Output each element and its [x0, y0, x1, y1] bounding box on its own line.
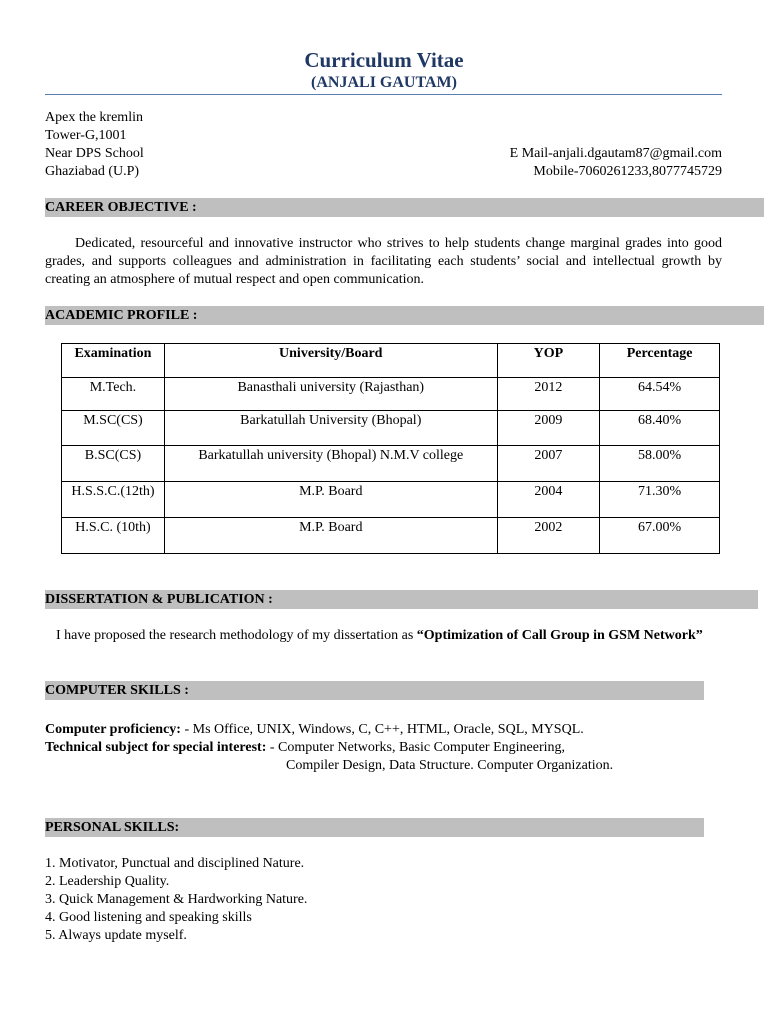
table-header-row	[62, 344, 720, 378]
table-cell: M.SC(CS)	[62, 411, 165, 446]
table-cell: 64.54%	[600, 378, 720, 411]
table-cell: 2012	[497, 378, 600, 411]
table-cell: Barkatullah university (Bhopal) N.M.V college	[164, 446, 497, 482]
section-heading-text: DISSERTATION & PUBLICATION :	[45, 592, 273, 607]
dissertation-heading	[45, 590, 758, 609]
table-cell: 68.40%	[600, 411, 720, 446]
address-line: Apex the kremlin	[45, 110, 143, 125]
career-objective-heading	[45, 198, 764, 217]
page-title: Curriculum Vitae	[304, 48, 464, 72]
address-line: Tower-G,1001	[45, 128, 127, 143]
interest-value: - Computer Networks, Basic Computer Engineering,	[266, 740, 565, 755]
section-heading-text: PERSONAL SKILLS:	[45, 820, 180, 835]
table-cell: H.S.C. (10th)	[62, 518, 165, 554]
table-row	[62, 482, 720, 518]
table-row	[62, 518, 720, 554]
table-cell: 2004	[497, 482, 600, 518]
column-header: YOP	[497, 344, 600, 378]
address-line: Near DPS School	[45, 146, 144, 161]
list-item: 4. Good listening and speaking skills	[45, 910, 252, 925]
interest-label: Technical subject for special interest:	[45, 740, 267, 755]
postal-address	[45, 109, 144, 181]
computer-skills-heading	[45, 681, 704, 700]
mobile-text: Mobile-7060261233,8077745729	[533, 164, 722, 179]
interest-line	[45, 739, 745, 757]
table-cell: 67.00%	[600, 518, 720, 554]
email-text: E Mail-anjali.dgautam87@gmail.com	[509, 146, 722, 161]
address-line: Ghaziabad (U.P)	[45, 164, 140, 179]
table-cell: 2009	[497, 411, 600, 446]
dissertation-intro: I have proposed the research methodology of my dissertation as	[56, 628, 417, 643]
table-cell: 71.30%	[600, 482, 720, 518]
table-row	[62, 446, 720, 482]
table-cell: 2002	[497, 518, 600, 554]
proficiency-line	[45, 721, 745, 739]
interest-value-continued: Compiler Design, Data Structure. Computer Organization.	[286, 758, 614, 773]
academic-profile-heading	[45, 306, 764, 325]
candidate-name: (ANJALI GAUTAM)	[311, 74, 457, 91]
table-cell: Banasthali university (Rajasthan)	[164, 378, 497, 411]
table-row	[62, 411, 720, 446]
column-header: Percentage	[600, 344, 720, 378]
contact-details	[510, 145, 722, 181]
computer-skills-text	[45, 721, 745, 775]
list-item: 2. Leadership Quality.	[45, 874, 170, 889]
career-objective-text: Dedicated, resourceful and innovative instructor who strives to help students change marginal grades into good grades, and supports colleagues and administration in facilitating each students’ social and intellectual growth by creating an atmosphere of mutual respect and open communication.	[45, 236, 722, 287]
list-item: 1. Motivator, Punctual and disciplined Nature.	[45, 856, 305, 871]
dissertation-text	[56, 627, 716, 645]
dissertation-title: “Optimization of Call Group in GSM Network”	[416, 628, 703, 643]
list-item: 5. Always update myself.	[45, 928, 187, 943]
list-item: 3. Quick Management & Hardworking Nature.	[45, 892, 308, 907]
personal-skills-list	[45, 855, 545, 945]
section-heading-text: COMPUTER SKILLS :	[45, 683, 189, 698]
proficiency-value: - Ms Office, UNIX, Windows, C, C++, HTML, Oracle, SQL, MYSQL.	[180, 722, 584, 737]
proficiency-label: Computer proficiency:	[45, 722, 181, 737]
table-cell: M.Tech.	[62, 378, 165, 411]
table-cell: 58.00%	[600, 446, 720, 482]
table-cell: B.SC(CS)	[62, 446, 165, 482]
table-cell: Barkatullah University (Bhopal)	[164, 411, 497, 446]
table-row	[62, 378, 720, 411]
section-heading-text: CAREER OBJECTIVE :	[45, 200, 197, 215]
academic-table	[61, 343, 720, 554]
table-cell: H.S.S.C.(12th)	[62, 482, 165, 518]
personal-skills-heading	[45, 818, 704, 837]
table-cell: 2007	[497, 446, 600, 482]
table-cell: M.P. Board	[164, 482, 497, 518]
table-cell: M.P. Board	[164, 518, 497, 554]
title-divider	[45, 94, 722, 95]
section-heading-text: ACADEMIC PROFILE :	[45, 308, 198, 323]
column-header: University/Board	[164, 344, 497, 378]
column-header: Examination	[62, 344, 165, 378]
